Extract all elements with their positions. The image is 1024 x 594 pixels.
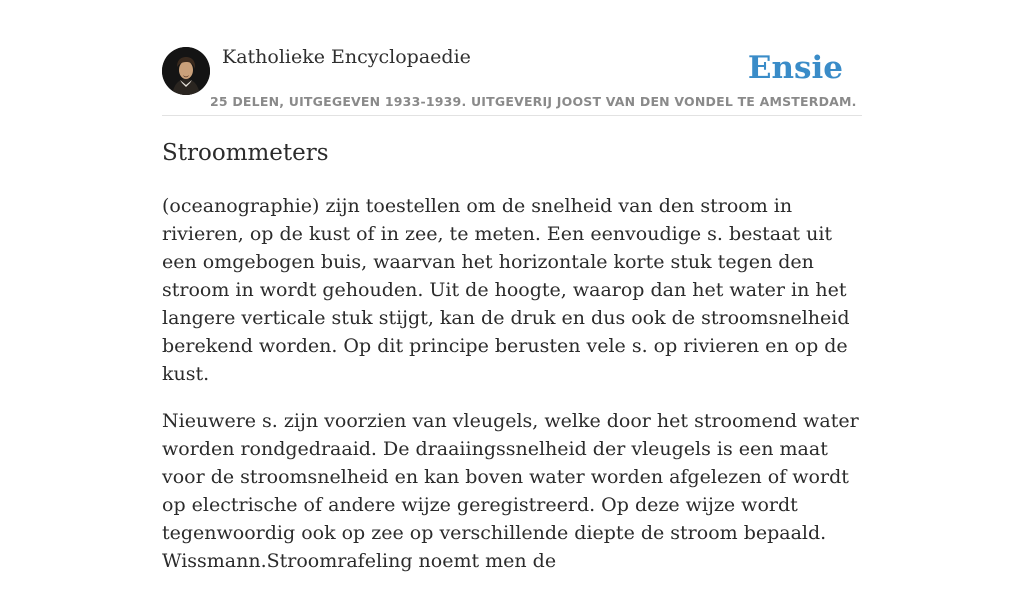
avatar[interactable]	[162, 47, 210, 95]
source-header	[162, 46, 862, 116]
article-paragraph: Nieuwere s. zijn voorzien van vleugels, welke door het stroomend water worden rondgedraaid. De draaiingssnelheid der vleugels is een maat voor de stroomsnelheid en kan boven water worden afgelezen of wordt op electrische of andere wijze geregistreerd. Op deze wijze wordt tegenwoordig ook op zee op verschillende diepte de stroom bepaald. Wissmann.Stroomrafeling noemt men de	[162, 410, 859, 572]
portrait-icon	[162, 47, 210, 95]
article-body	[162, 192, 862, 594]
site-logo[interactable]: Ensie	[747, 50, 843, 86]
article-paragraph: (oceanographie) zijn toestellen om de snelheid van den stroom in rivieren, op de kust of in zee, te meten. Een eenvoudige s. bestaat uit een omgebogen buis, waarvan het horizontale korte stuk tegen den stroom in wordt gehouden. Uit de hoogte, waarop dan het water in het langere verticale stuk stijgt, kan de druk en dus ook de stroomsnelheid berekend worden. Op dit principe berusten vele s. op rivieren en op de kust.	[162, 195, 850, 385]
source-subtitle: 25 DELEN, UITGEGEVEN 1933-1939. UITGEVERIJ JOOST VAN DEN VONDEL TE AMSTERDAM.	[210, 94, 857, 109]
header-divider	[162, 115, 862, 116]
source-title[interactable]: Katholieke Encyclopaedie	[222, 46, 471, 68]
article-title: Stroommeters	[162, 140, 329, 166]
